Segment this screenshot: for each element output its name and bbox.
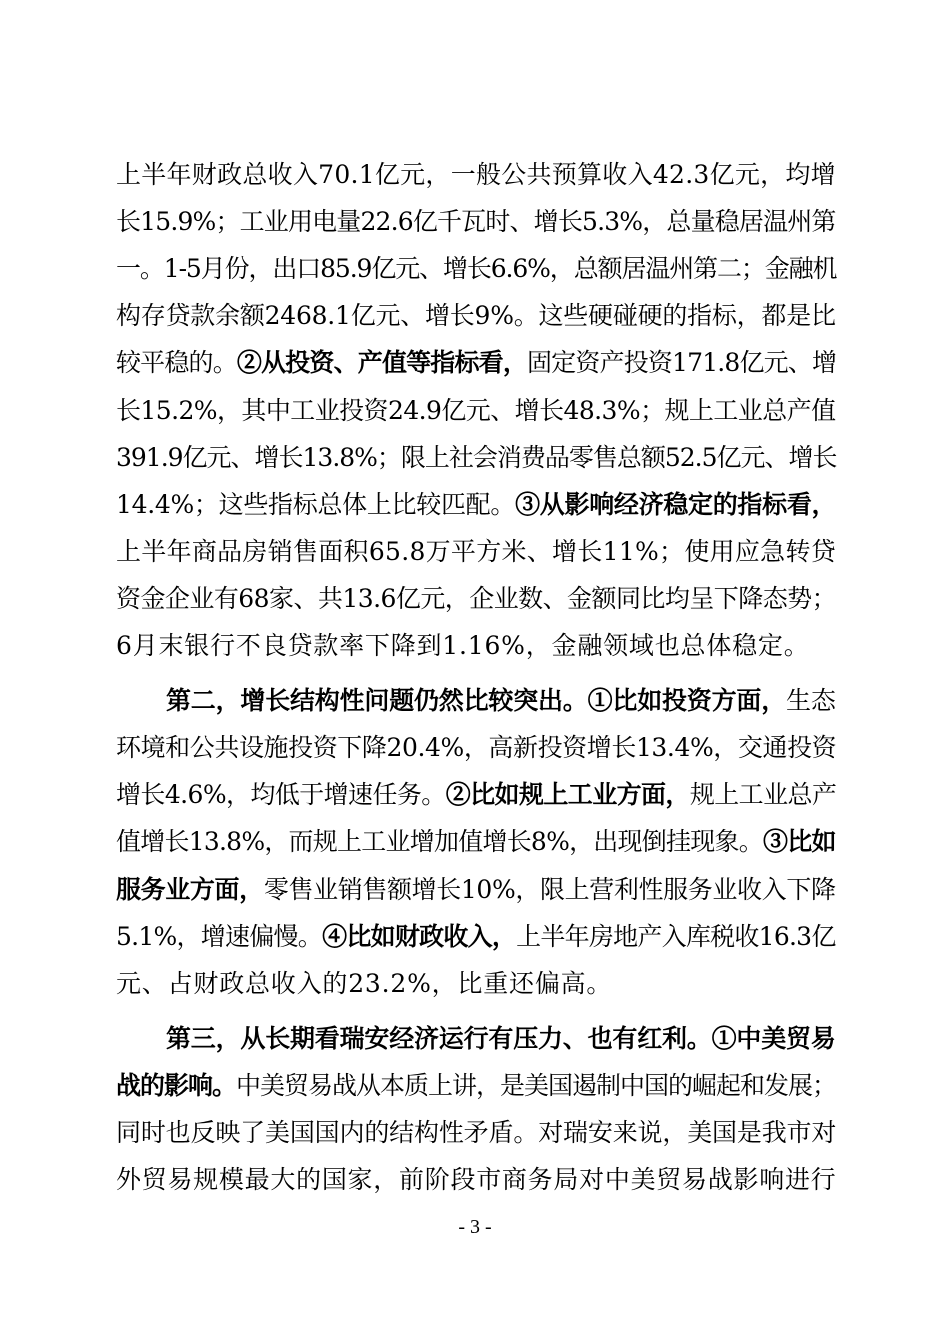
bold-text-run: ②从投资、产值等指标看， — [236, 348, 527, 378]
text-line — [166, 1019, 836, 1059]
bold-text-run: 战的影响。 — [116, 1070, 237, 1100]
text-line — [116, 296, 836, 336]
bold-text-run: ③从影响经济稳定的指标看， — [515, 489, 837, 519]
bold-text-run: 第三，从长期看瑞安经济运行有压力、也有红利。①中美贸易 — [166, 1023, 836, 1053]
text-run: 固定资产投资171.8亿元、增 — [527, 348, 837, 378]
text-run: 上半年商品房销售面积65.8万平方米、增长11%；使用应急转贷 — [116, 536, 837, 566]
text-run: 5.1%，增速偏慢。 — [116, 921, 323, 951]
text-line — [116, 1113, 836, 1153]
text-line — [116, 626, 836, 666]
text-line — [116, 728, 836, 768]
text-run: 资金企业有68家、共13.6亿元，企业数、金额同比均呈下降态势； — [116, 583, 837, 613]
text-line — [116, 438, 836, 478]
bold-text-run: ②比如规上工业方面， — [445, 780, 690, 810]
text-run: 较平稳的。 — [116, 348, 237, 378]
text-run: 元、占财政总收入的23.2%，比重还偏高。 — [116, 968, 613, 998]
text-line — [116, 391, 836, 431]
text-line — [116, 249, 836, 289]
text-line — [116, 485, 836, 525]
bold-text-run: 服务业方面， — [116, 874, 264, 904]
text-line — [116, 343, 836, 383]
text-run: 增长4.6%，均低于增速任务。 — [116, 780, 446, 810]
text-run: 外贸易规模最大的国家，前阶段市商务局对中美贸易战影响进行 — [116, 1165, 837, 1195]
text-run: 上半年房地产入库税收16.3亿 — [516, 921, 836, 951]
bold-text-run: ④比如财政收入， — [322, 921, 517, 951]
text-line — [116, 964, 836, 1004]
text-run: 14.4%；这些指标总体上比较匹配。 — [116, 489, 516, 519]
text-line — [116, 917, 836, 957]
text-line — [116, 870, 836, 910]
text-line — [116, 579, 836, 619]
text-line — [116, 202, 836, 242]
text-run: 391.9亿元、增长13.8%；限上社会消费品零售总额52.5亿元、增长 — [116, 442, 837, 472]
text-run: 构存贷款余额2468.1亿元、增长9%。这些硬碰硬的指标，都是比 — [116, 301, 836, 331]
text-run: 一。1-5月份，出口85.9亿元、增长6.6%，总额居温州第二；金融机 — [116, 254, 837, 284]
text-line — [116, 1066, 836, 1106]
text-run: 环境和公共设施投资下降20.4%，高新投资增长13.4%，交通投资 — [116, 733, 837, 763]
text-line — [166, 681, 836, 721]
bold-text-run: 第二，增长结构性问题仍然比较突出。①比如投资方面， — [166, 686, 787, 716]
text-line — [116, 775, 836, 815]
text-run: 长15.2%，其中工业投资24.9亿元、增长48.3%；规上工业总产值 — [116, 395, 836, 425]
text-run: 上半年财政总收入70.1亿元，一般公共预算收入42.3亿元，均增 — [116, 160, 836, 189]
text-run: 零售业销售额增长10%，限上营利性服务业收入下降 — [263, 874, 836, 904]
text-run: 中美贸易战从本质上讲，是美国遏制中国的崛起和发展； — [236, 1070, 837, 1100]
page-number: - 3 - — [458, 1216, 492, 1238]
bold-text-run: ③比如 — [762, 827, 836, 857]
text-line — [116, 532, 836, 572]
text-run: 6月末银行不良贷款率下降到1.16%，金融领域也总体稳定。 — [116, 631, 810, 660]
text-run: 生态 — [786, 686, 836, 716]
text-line — [116, 1160, 836, 1200]
text-run: 值增长13.8%，而规上工业增加值增长8%，出现倒挂现象。 — [116, 827, 763, 857]
text-run: 同时也反映了美国国内的结构性矛盾。对瑞安来说，美国是我市对 — [116, 1118, 837, 1147]
text-run: 规上工业总产 — [689, 780, 837, 810]
text-run: 长15.9%；工业用电量22.6亿千瓦时、增长5.3%，总量稳居温州第 — [116, 207, 836, 237]
text-line — [116, 155, 836, 195]
text-line — [116, 822, 836, 862]
